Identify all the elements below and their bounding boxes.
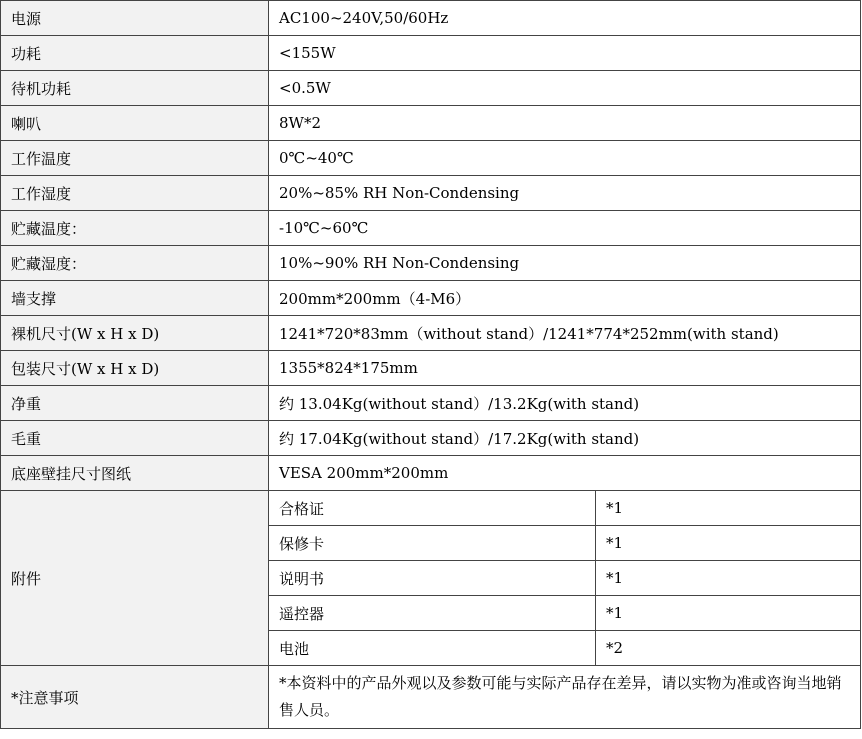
table-row <box>1 281 861 316</box>
accessories-label: 附件 <box>1 491 269 666</box>
notes-label: *注意事项 <box>1 666 269 729</box>
table-row <box>1 176 861 211</box>
spec-value: <0.5W <box>269 71 861 106</box>
spec-label: 裸机尺寸(W x H x D) <box>1 316 269 351</box>
spec-value: 1355*824*175mm <box>269 351 861 386</box>
spec-value: 10%~90% RH Non-Condensing <box>269 246 861 281</box>
table-row <box>1 386 861 421</box>
spec-value: 8W*2 <box>269 106 861 141</box>
spec-value: 200mm*200mm（4-M6） <box>269 281 861 316</box>
spec-label: 贮藏湿度： <box>1 246 269 281</box>
spec-label: 贮藏温度： <box>1 211 269 246</box>
notes-row <box>1 666 861 729</box>
spec-label: 待机功耗 <box>1 71 269 106</box>
table-row <box>1 141 861 176</box>
table-row <box>1 456 861 491</box>
accessory-name: 遥控器 <box>269 596 596 631</box>
spec-label: 工作温度 <box>1 141 269 176</box>
table-row <box>1 316 861 351</box>
spec-label: 工作湿度 <box>1 176 269 211</box>
table-row <box>1 421 861 456</box>
spec-label: 底座壁挂尺寸图纸 <box>1 456 269 491</box>
accessory-row <box>1 491 861 526</box>
spec-value: 约 13.04Kg(without stand）/13.2Kg(with stand) <box>269 386 861 421</box>
spec-value: 约 17.04Kg(without stand）/17.2Kg(with stand) <box>269 421 861 456</box>
spec-value: VESA 200mm*200mm <box>269 456 861 491</box>
table-row <box>1 71 861 106</box>
table-row <box>1 211 861 246</box>
table-row <box>1 246 861 281</box>
spec-value: -10℃~60℃ <box>269 211 861 246</box>
spec-value: 20%~85% RH Non-Condensing <box>269 176 861 211</box>
spec-value: AC100~240V,50/60Hz <box>269 1 861 36</box>
spec-label: 毛重 <box>1 421 269 456</box>
accessory-qty: *1 <box>596 596 861 631</box>
spec-label: 包装尺寸(W x H x D) <box>1 351 269 386</box>
notes-text: *本资料中的产品外观以及参数可能与实际产品存在差异，请以实物为准或咨询当地销售人员。 <box>269 666 861 729</box>
accessory-name: 说明书 <box>269 561 596 596</box>
accessory-name: 电池 <box>269 631 596 666</box>
accessory-qty: *1 <box>596 491 861 526</box>
spec-value: <155W <box>269 36 861 71</box>
spec-label: 喇叭 <box>1 106 269 141</box>
table-row <box>1 106 861 141</box>
spec-label: 墙支撑 <box>1 281 269 316</box>
table-row <box>1 36 861 71</box>
spec-value: 1241*720*83mm（without stand）/1241*774*252mm(with stand) <box>269 316 861 351</box>
table-row <box>1 1 861 36</box>
spec-table-body <box>1 1 861 729</box>
spec-label: 电源 <box>1 1 269 36</box>
accessory-name: 合格证 <box>269 491 596 526</box>
accessory-name: 保修卡 <box>269 526 596 561</box>
spec-label: 功耗 <box>1 36 269 71</box>
accessory-qty: *1 <box>596 526 861 561</box>
accessory-qty: *2 <box>596 631 861 666</box>
spec-label: 净重 <box>1 386 269 421</box>
accessory-qty: *1 <box>596 561 861 596</box>
table-row <box>1 351 861 386</box>
spec-value: 0℃~40℃ <box>269 141 861 176</box>
